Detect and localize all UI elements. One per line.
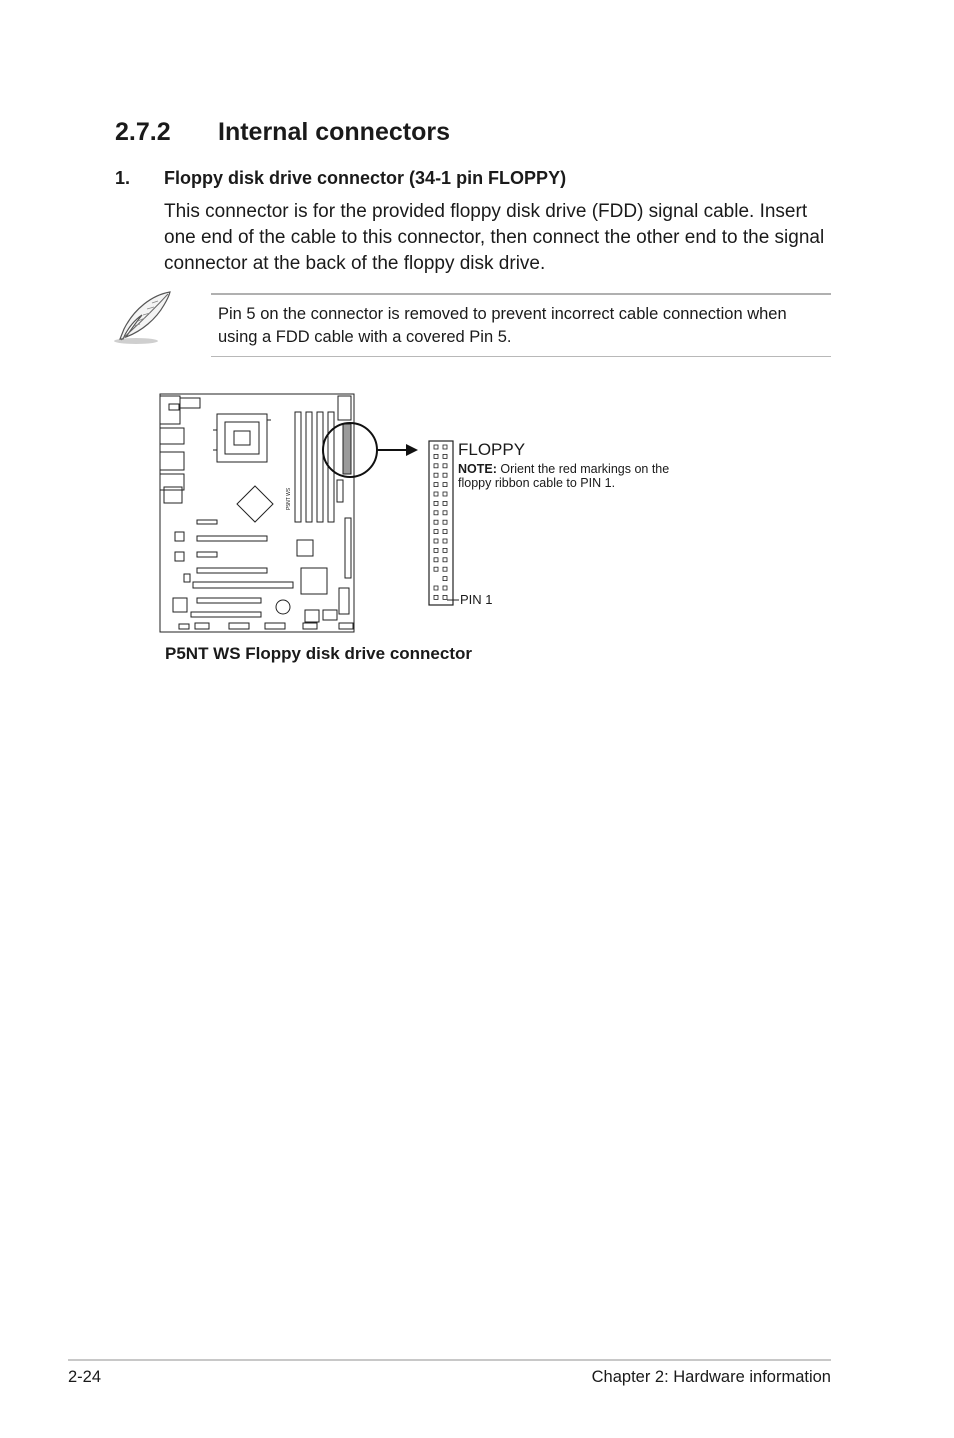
- note-text: Pin 5 on the connector is removed to prevent incorrect cable connection when using a FDD cable with a covered Pin 5.: [218, 305, 787, 346]
- header-pin: [434, 520, 438, 524]
- header-pin: [434, 511, 438, 515]
- header-pin: [434, 567, 438, 571]
- connector-label: FLOPPY: [458, 440, 526, 459]
- header-pin: [443, 454, 447, 458]
- header-pin: [443, 445, 447, 449]
- floppy-header-pinout: [428, 440, 454, 606]
- header-pin: [443, 520, 447, 524]
- note-bottom-rule: [211, 356, 831, 357]
- header-pin: [434, 483, 438, 487]
- board-logo: P5NT WS: [286, 487, 292, 510]
- feather-pen-icon: [112, 289, 174, 347]
- header-pin: [434, 539, 438, 543]
- header-pin: [434, 473, 438, 477]
- header-pin: [443, 501, 447, 505]
- item-title: Floppy disk drive connector (34-1 pin FLOPPY): [164, 168, 567, 188]
- note-top-rule: [211, 293, 831, 295]
- section-title: Internal connectors: [218, 118, 450, 146]
- connector-note: [458, 462, 698, 490]
- header-pin: [443, 492, 447, 496]
- header-pin: [434, 595, 438, 599]
- header-pin: [434, 445, 438, 449]
- header-pin: [443, 464, 447, 468]
- page-number: 2-24: [68, 1368, 102, 1386]
- item-body: This connector is for the provided floppy disk drive (FDD) signal cable. Insert one end of the cable to this connector, then connect the other end to the signal connector at the back of the floppy disk drive.: [164, 201, 825, 274]
- header-pin: [443, 539, 447, 543]
- header-pin: [443, 558, 447, 562]
- header-pin: [443, 530, 447, 534]
- header-pin: [434, 454, 438, 458]
- header-pin: [443, 577, 447, 581]
- pin1-leader: [447, 598, 459, 602]
- pin1-label: PIN 1: [460, 592, 493, 607]
- header-pin: [434, 501, 438, 505]
- section-number: 2.7.2: [115, 118, 171, 146]
- note-bold: NOTE:: [458, 462, 497, 476]
- callout-arrow: [320, 420, 420, 480]
- header-pin: [434, 530, 438, 534]
- footer-rule: [68, 1359, 831, 1361]
- chapter-title: Chapter 2: Hardware information: [591, 1368, 831, 1386]
- header-pin: [434, 492, 438, 496]
- header-pin: [443, 567, 447, 571]
- header-pin: [443, 473, 447, 477]
- header-pin: [434, 586, 438, 590]
- header-pin: [443, 511, 447, 515]
- item-number: 1.: [115, 168, 131, 188]
- figure-caption: P5NT WS Floppy disk drive connector: [165, 644, 472, 663]
- header-pin: [434, 558, 438, 562]
- header-pin: [434, 464, 438, 468]
- note-body: Orient the red markings on the floppy ribbon cable to PIN 1.: [458, 462, 670, 490]
- header-pin: [443, 586, 447, 590]
- header-pin: [443, 483, 447, 487]
- header-pin: [443, 548, 447, 552]
- header-pin: [434, 548, 438, 552]
